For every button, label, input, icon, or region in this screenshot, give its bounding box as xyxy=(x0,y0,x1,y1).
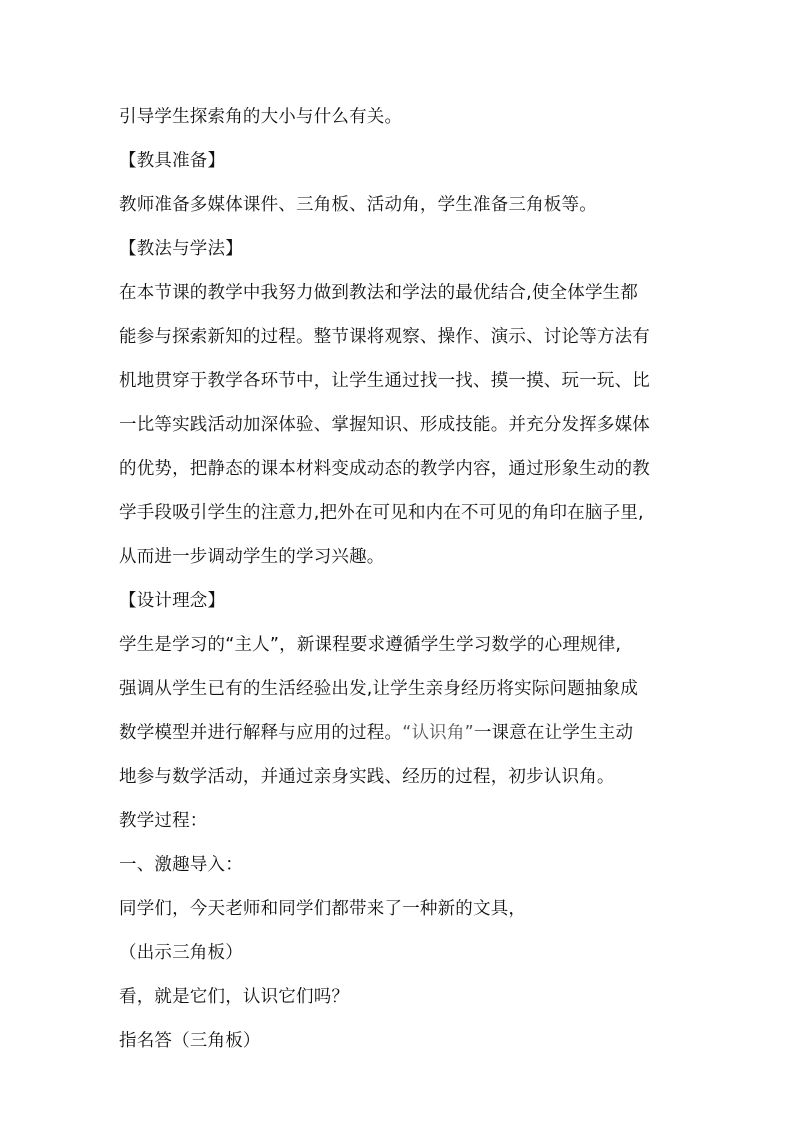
paragraph-line: 地参与数学活动，并通过亲身实践、经历的过程，初步认识角。 xyxy=(119,767,615,787)
paragraph-line: 机地贯穿于教学各环节中，让学生通过找一找、摸一摸、玩一玩、比 xyxy=(119,371,650,391)
paragraph-line: 学手段吸引学生的注意力,把外在可见和内在不可见的角印在脑子里, xyxy=(119,503,644,523)
paragraph-line xyxy=(119,722,689,744)
paragraph-line: （出示三角板） xyxy=(119,943,243,963)
section-heading-teaching-process: 教学过程： xyxy=(119,811,208,831)
paragraph-line: 的优势，把静态的课本材料变成动态的教学内容，通过形象生动的教 xyxy=(119,459,650,479)
paragraph-text: 一课意在让学生主动 xyxy=(473,723,634,743)
paragraph-line: 引导学生探索角的大小与什么有关。 xyxy=(119,107,403,127)
paragraph-line: 一比等实践活动加深体验、掌握知识、形成技能。并充分发挥多媒体 xyxy=(119,415,650,435)
paragraph-line: 强调从学生已有的生活经验出发,让学生亲身经历将实际问题抽象成 xyxy=(119,679,639,699)
paragraph-line: 看，就是它们，认识它们吗？ xyxy=(119,987,350,1007)
paragraph-line: 在本节课的教学中我努力做到教法和学法的最优结合,使全体学生都 xyxy=(119,283,639,303)
section-heading-teaching-aids: 【教具准备】 xyxy=(119,151,226,171)
section-heading-design-concept: 【设计理念】 xyxy=(119,591,226,611)
paragraph-line: 能参与探索新知的过程。整节课将观察、操作、演示、讨论等方法有 xyxy=(119,327,650,347)
subsection-heading-intro: 一、激趣导入： xyxy=(119,855,243,875)
section-heading-methods: 【教法与学法】 xyxy=(119,239,243,259)
paragraph-line: 指名答（三角板） xyxy=(119,1031,261,1051)
paragraph-line: 教师准备多媒体课件、三角板、活动角，学生准备三角板等。 xyxy=(119,195,597,215)
paragraph-line: 从而进一步调动学生的学习兴趣。 xyxy=(119,547,385,567)
paragraph-line: 学生是学习的“主人”，新课程要求遵循学生学习数学的心理规律, xyxy=(119,635,622,655)
paragraph-line: 同学们，今天老师和同学们都带来了一种新的文具， xyxy=(119,899,527,919)
paragraph-text: 数学模型并进行解释与应用的过程。 xyxy=(119,723,403,743)
quoted-lesson-title: “认识角” xyxy=(402,723,474,743)
